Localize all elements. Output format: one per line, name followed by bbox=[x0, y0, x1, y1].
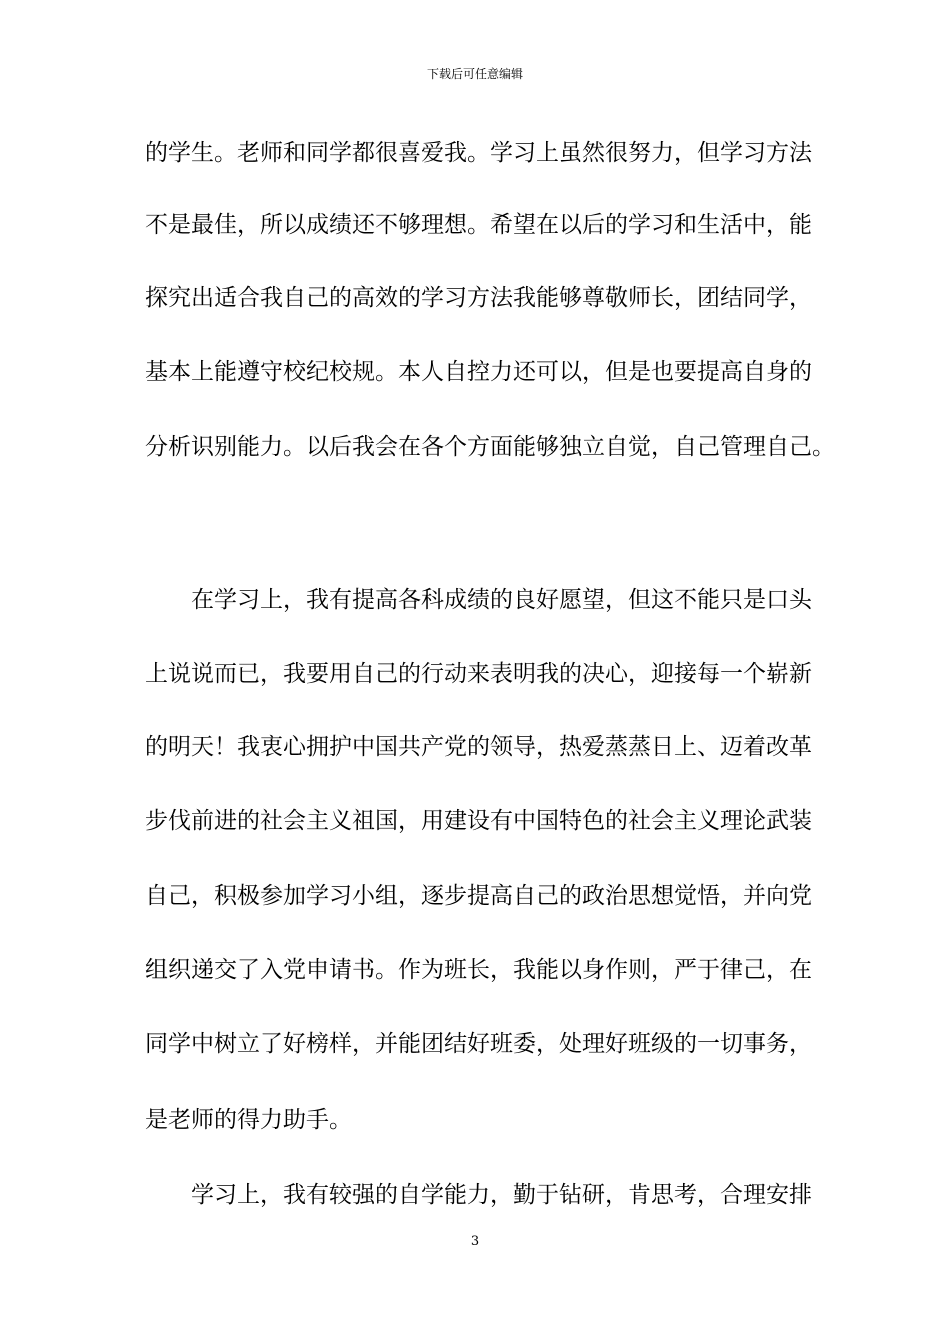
text-line: 在学习上，我有提高各科成绩的良好愿望，但这不能只是口头 bbox=[191, 587, 812, 613]
text-line: 组织递交了入党申请书。作为班长，我能以身作则，严于律己，在 bbox=[145, 957, 812, 983]
text-line: 是老师的得力助手。 bbox=[145, 1107, 352, 1133]
text-line: 同学中树立了好榜样，并能团结好班委，处理好班级的一切事务， bbox=[145, 1031, 812, 1057]
page-header: 下载后可任意编辑 bbox=[426, 67, 523, 81]
text-line: 学习上，我有较强的自学能力，勤于钻研，肯思考，合理安排 bbox=[191, 1182, 812, 1208]
text-line: 基本上能遵守校纪校规。本人自控力还可以，但是也要提高自身的 bbox=[145, 359, 812, 385]
text-line: 的明天！我衷心拥护中国共产党的领导，热爱蒸蒸日上、迈着改革 bbox=[145, 734, 812, 760]
text-line: 分析识别能力。以后我会在各个方面能够独立自觉，自己管理自己。 bbox=[145, 434, 835, 460]
text-line: 探究出适合我自己的高效的学习方法我能够尊敬师长，团结同学， bbox=[145, 285, 812, 311]
text-line: 的学生。老师和同学都很喜爱我。学习上虽然很努力，但学习方法 bbox=[145, 140, 812, 166]
text-line: 自己，积极参加学习小组，逐步提高自己的政治思想觉悟，并向党 bbox=[145, 883, 812, 909]
page-number: 3 bbox=[470, 1234, 480, 1249]
text-line: 步伐前进的社会主义祖国，用建设有中国特色的社会主义理论武装 bbox=[145, 808, 812, 834]
text-line: 上说说而已，我要用自己的行动来表明我的决心，迎接每一个崭新 bbox=[145, 661, 812, 687]
text-line: 不是最佳，所以成绩还不够理想。希望在以后的学习和生活中，能 bbox=[145, 212, 812, 238]
